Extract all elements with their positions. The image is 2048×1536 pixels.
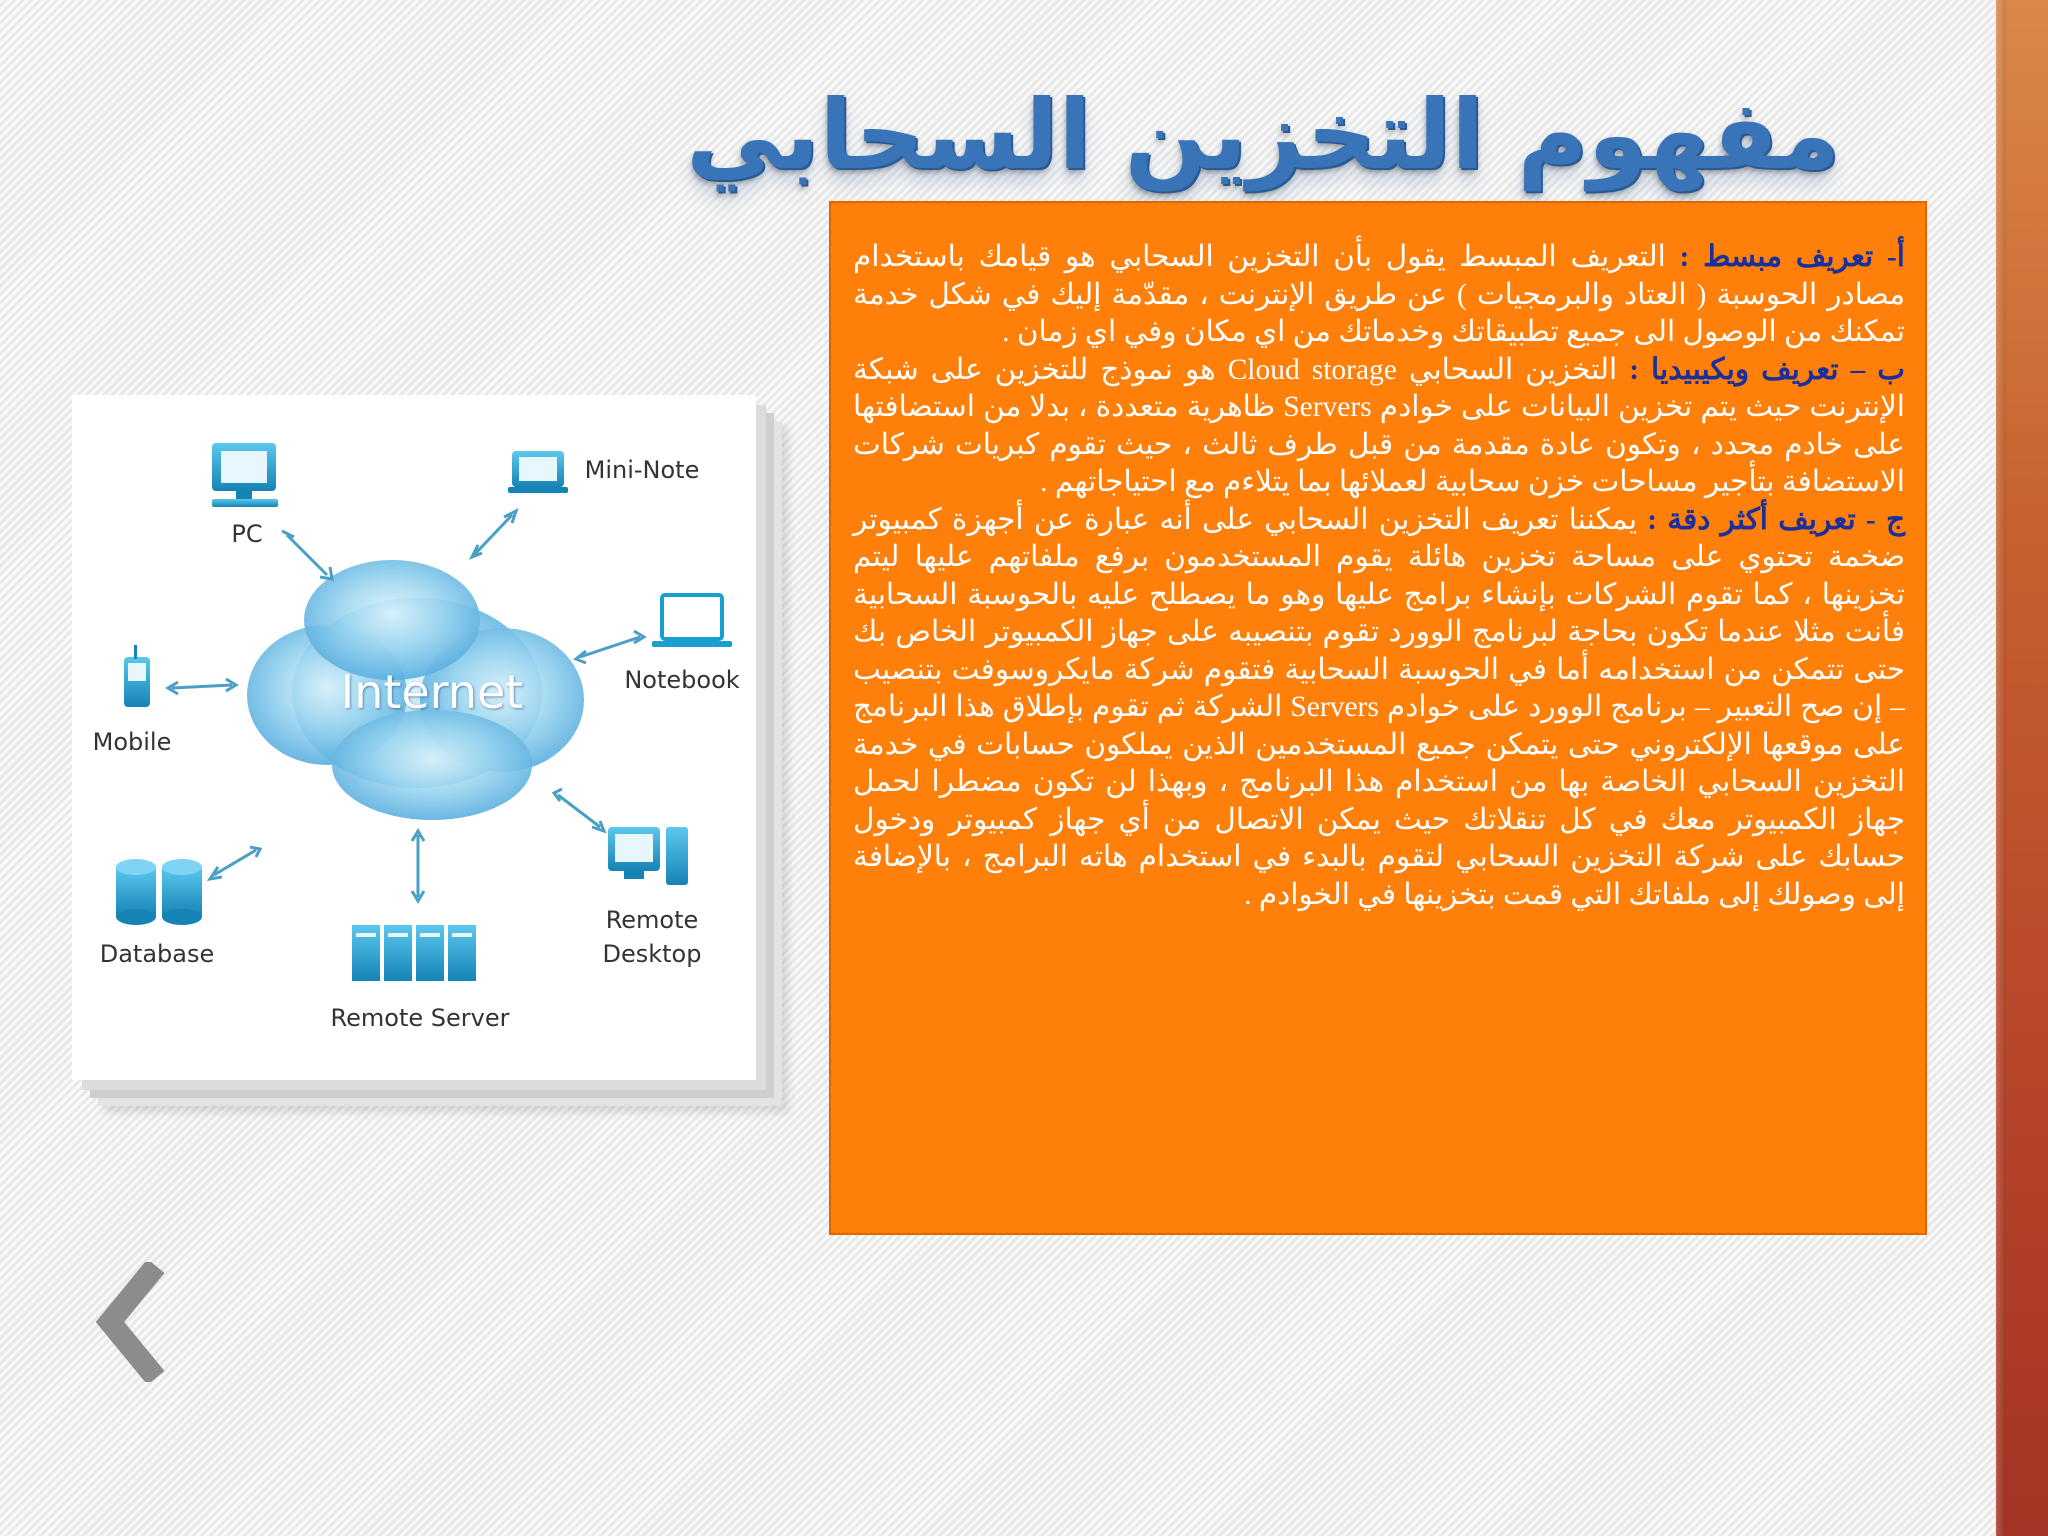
- definition-wikipedia: [853, 352, 1905, 502]
- remote-desktop-icon: [608, 827, 688, 885]
- remote-desktop-label-line2: Desktop: [602, 940, 702, 968]
- internet-label: Internet: [340, 665, 524, 719]
- definitions-box: [829, 201, 1927, 1235]
- pc-label: PC: [231, 520, 263, 548]
- remote-server-label: Remote Server: [330, 1004, 510, 1032]
- chevron-left-icon[interactable]: [96, 1262, 176, 1382]
- database-label: Database: [99, 940, 215, 968]
- notebook-icon: [652, 595, 732, 647]
- mobile-icon: [124, 645, 150, 707]
- definition-precise: [853, 502, 1905, 915]
- side-accent-highlight: [1996, 0, 2006, 1536]
- definition-simple-lead: أ- تعريف مبسط :: [1679, 241, 1905, 273]
- slide-title: مفهوم التخزين السحابي: [686, 79, 1840, 191]
- definition-precise-text: يمكننا تعريف التخزين السحابي على أنه عبارة عن أجهزة كمبيوتر ضخمة تحتوي على مساحة تخزين هائلة يقوم المستخدمون برفع ملفاتهم عليها ليتم تخزينها ، كما تقوم الشركات بإنشاء برامج عليها وهو ما يصطلح عليه بالحوسبة السحابية فأنت مثلا عندما تكون بحاجة لبرنامج الوورد تقوم بتنصيبه على جهاز الكمبيوتر الخاص بك حتى تتمكن من استخدامه أما في الحوسبة السحابية فتقوم شركة مايكروسوفت بتنصيب – إن صح التعبير – برنامج الوورد على خوادم Servers الشركة ثم تقوم بإطلاق هذا البرنامج على موقعها الإلكتروني حتى يتمكن جميع المستخدمين الذين يملكون حسابات في خدمة التخزين السحابي الخاصة بها من استخدام هذا البرنامج ، وبهذا لن تكون مضطرا لحمل جهاز الكمبيوتر معك في كل تنقلاتك حيث يمكن الاتصال من أي جهاز كمبيوتر ودخول حسابك على شركة التخزين السحابي لتقوم بالبدء في استخدام هاته البرامج ، بالإضافة إلى وصولك إلى ملفاتك التي قمت بتخزينها في الخوادم .: [853, 503, 1905, 911]
- definition-wikipedia-lead: ب – تعريف ويكيبيديا :: [1629, 353, 1906, 386]
- cloud-network-diagram: [72, 395, 756, 1080]
- pc-icon: [212, 443, 278, 507]
- remote-desktop-label-line1: Remote: [605, 906, 699, 934]
- notebook-label: Notebook: [624, 666, 740, 694]
- definition-simple-text: التعريف المبسط يقول بأن التخزين السحابي هو قيامك باستخدام مصادر الحوسبة ( العتاد والبرمجيات ) عن طريق الإنترنت ، مقدّمة إليك في شكل خدمة تمكنك من الوصول الى جميع تطبيقاتك وخدماتك من اي مكان وفي اي زمان .: [853, 241, 1905, 348]
- database-icon: [116, 859, 202, 925]
- remote-server-icon: [352, 925, 476, 981]
- definition-wikipedia-text: التخزين السحابي Cloud storage هو نموذج للتخزين على شبكة الإنترنت حيث يتم تخزين البيانات على خوادم Servers ظاهرية متعددة ، بدلا من استضافتها على خادم محدد ، وتكون عادة مقدمة من قبل طرف ثالث ، حيث تقوم كبريات شركات الاستضافة بتأجير مساحات خزن سحابية لعملائها بما يتلاءم مع احتياجاتهم .: [853, 353, 1906, 498]
- mobile-label: Mobile: [92, 728, 172, 756]
- definition-simple: [853, 239, 1905, 352]
- mini-note-label: Mini-Note: [584, 456, 700, 484]
- mini-note-icon: [508, 451, 568, 493]
- definition-precise-lead: ج - تعريف أكثر دقة :: [1647, 503, 1905, 536]
